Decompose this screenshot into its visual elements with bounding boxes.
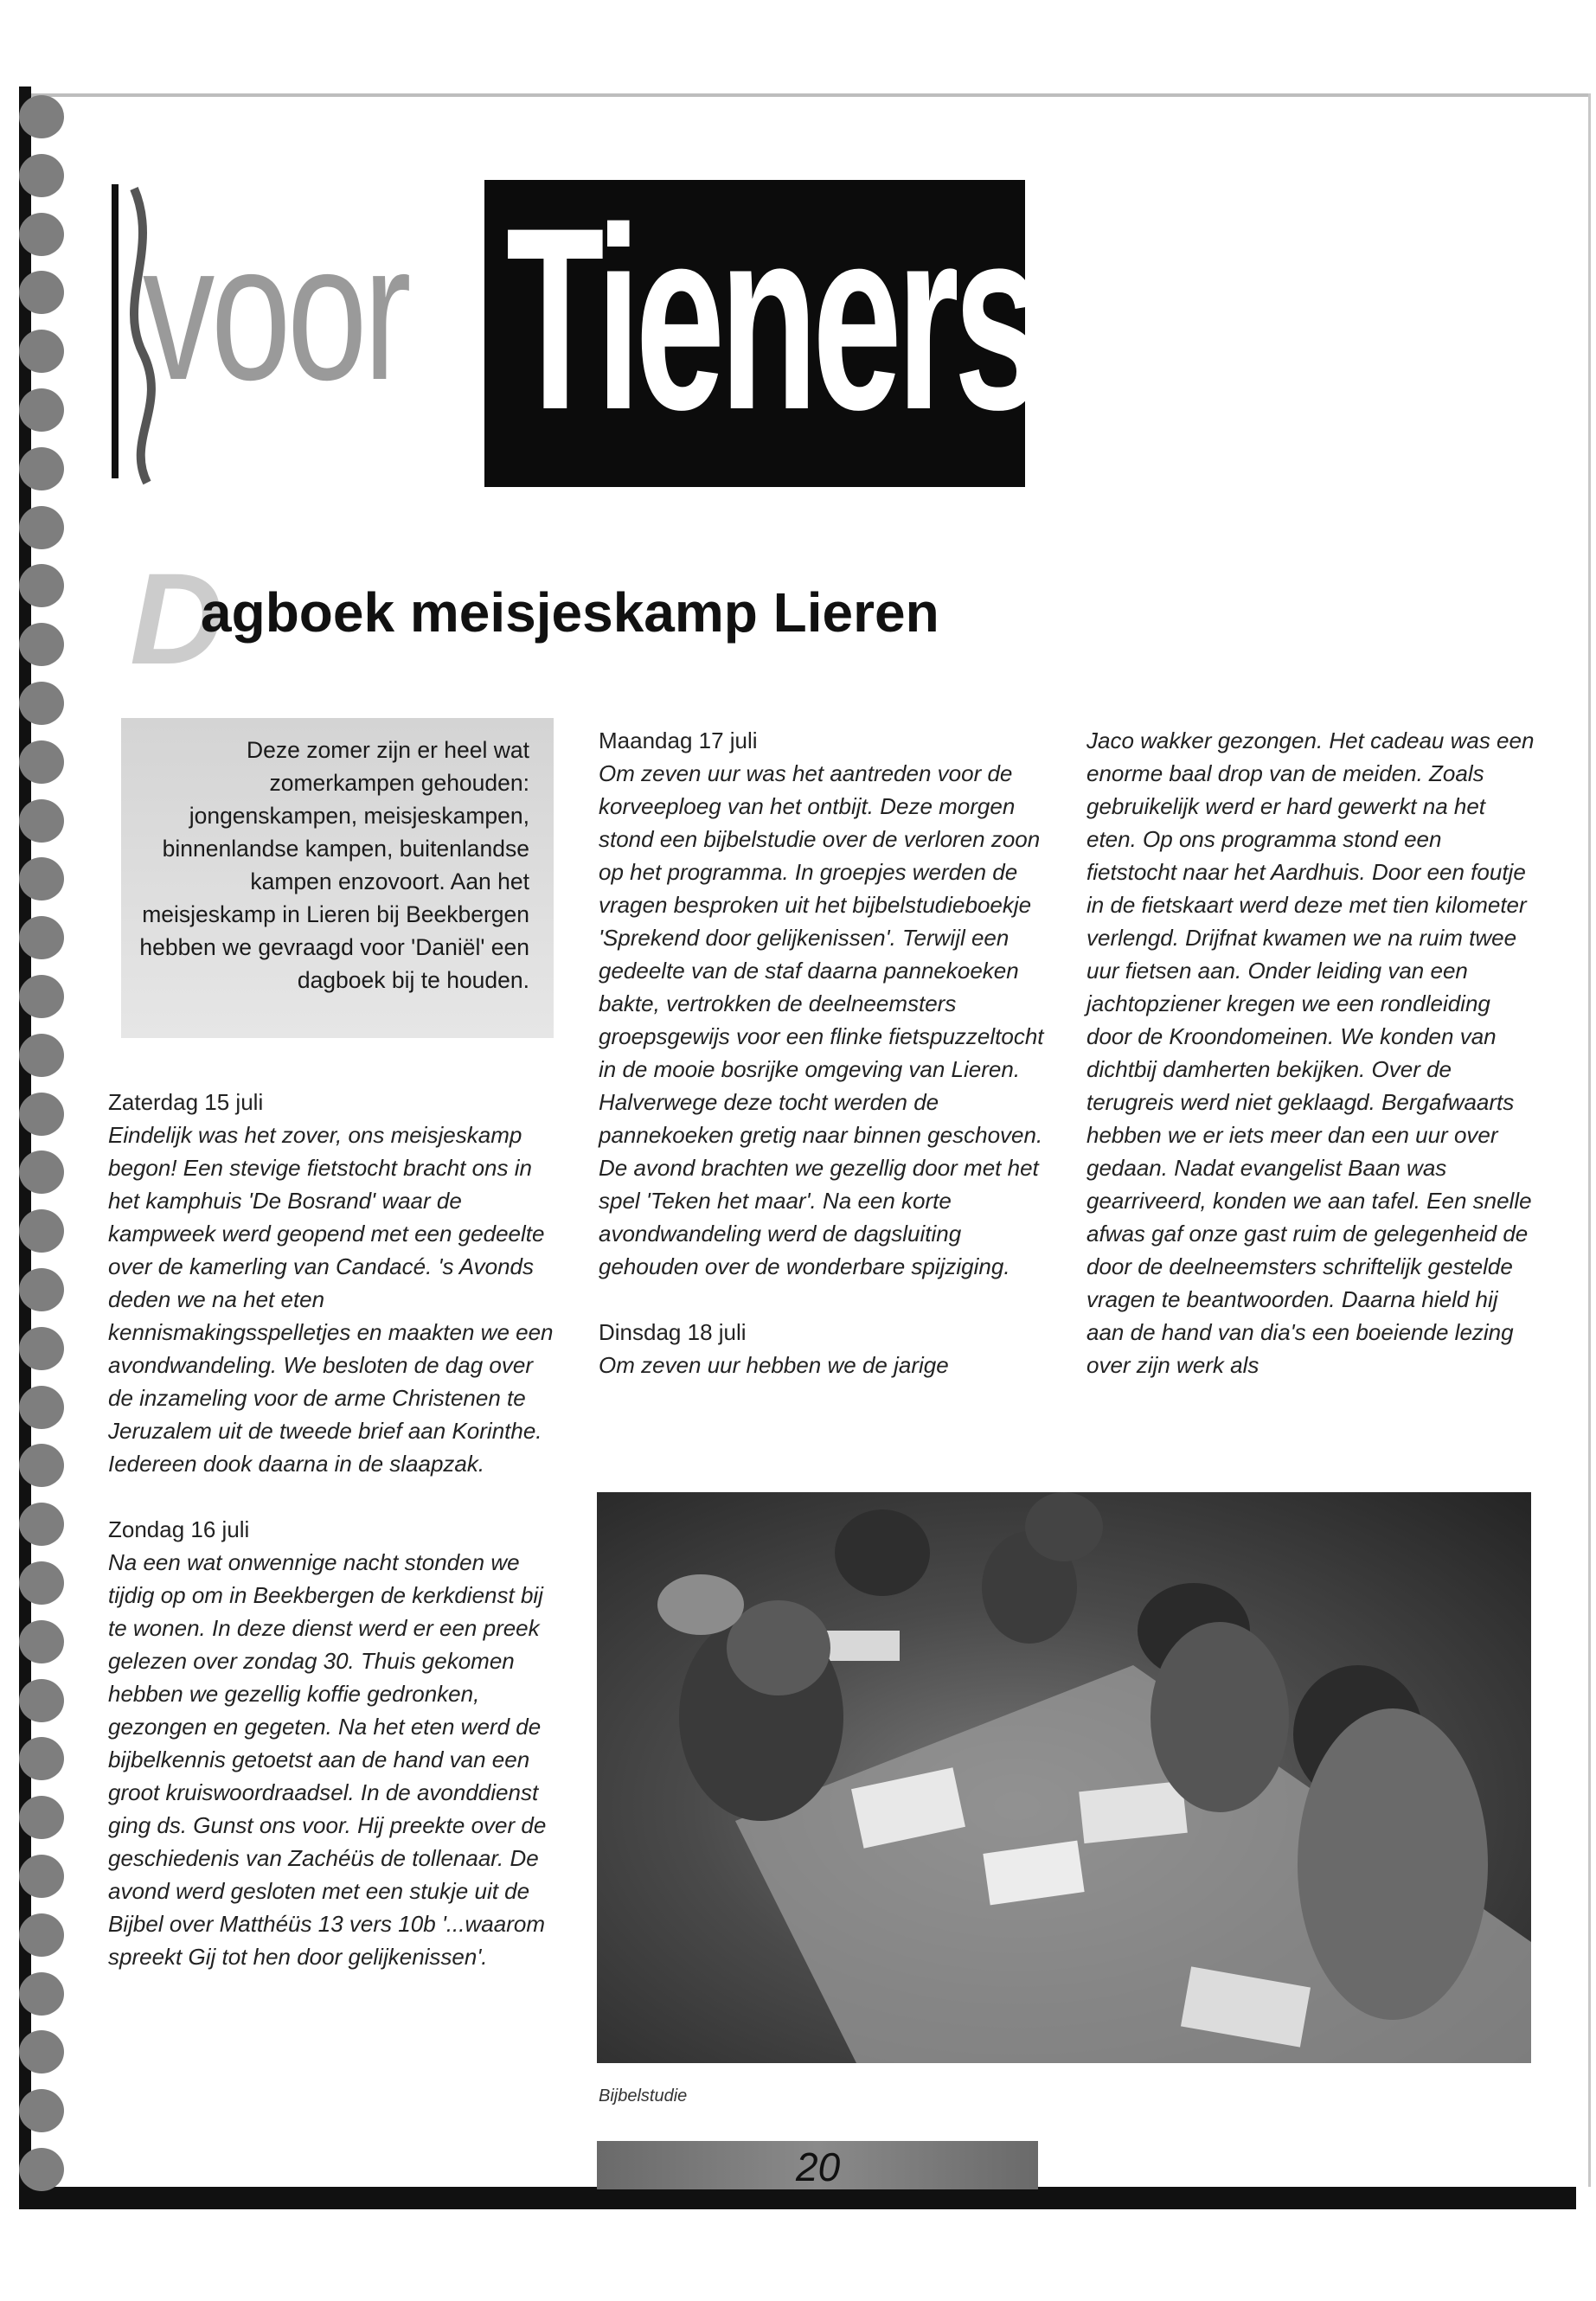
day-body-tuesday: Om zeven uur hebben we de jarige [599, 1352, 949, 1378]
binding-hole [19, 2030, 64, 2073]
headline-initial: D [130, 546, 224, 691]
masthead-word-tieners: Tieners [506, 173, 1038, 464]
binding-hole [19, 1386, 64, 1429]
binding-hole [19, 1268, 64, 1311]
scan-right-edge [1588, 93, 1591, 2187]
binding-hole [19, 213, 64, 256]
binding-hole [19, 1503, 64, 1546]
binding-hole [19, 682, 64, 725]
binding-hole [19, 564, 64, 607]
binding-hole [19, 1327, 64, 1370]
binding-hole [19, 1034, 64, 1077]
binding-hole [19, 330, 64, 373]
photo-illustration [597, 1492, 1531, 2063]
continued-text: Jaco wakker gezongen. Het cadeau was een enorme baal drop van de meiden. Zoals gebruikelijk werd er hard gewerkt na het eten. Op ons programma stond een fietstocht naar het Aardhuis. Door een foutje in de fietskaart werd deze met tien kilometer verlengd. Drijfnat kwamen we na ruim twee uur fietsen aan. Onder leiding van een jachtopziener kregen we een rondleiding door de Kroondomeinen. We konden van dichtbij damherten bekijken. Over de terugreis werd niet geklaagd. Bergafwaarts hebben we er iets meer dan een uur over gedaan. Nadat evangelist Baan was gearriveerd, konden we aan tafel. Een snelle afwas gaf onze gast ruim de gelegenheid de door de deelneemsters schriftelijk gestelde vragen te beantwoorden. Daarna hield hij aan de hand van dia's een boeiende lezing over zijn werk als [1086, 727, 1535, 1378]
binding-hole [19, 1855, 64, 1898]
binding-hole [19, 623, 64, 666]
binding-hole [19, 506, 64, 549]
binding-hole [19, 799, 64, 843]
day-title-saturday: Zaterdag 15 juli [108, 1089, 264, 1115]
binding-hole [19, 1972, 64, 2016]
day-title-sunday: Zondag 16 juli [108, 1516, 250, 1542]
binding-hole [19, 1093, 64, 1136]
binding-hole [19, 740, 64, 784]
binding-hole [19, 1796, 64, 1839]
text-column-1 [108, 1086, 558, 1973]
text-column-2 [599, 724, 1048, 1381]
photo-caption: Bijbelstudie [599, 2086, 688, 2106]
bible-study-photo [597, 1492, 1531, 2063]
binding-hole [19, 447, 64, 490]
binding-hole [19, 1913, 64, 1957]
binding-hole [19, 1561, 64, 1605]
binding-hole [19, 388, 64, 432]
masthead-word-voor: voor [143, 202, 408, 420]
day-body-saturday: Eindelijk was het zover, ons meisjeskamp begon! Een stevige fietstocht bracht ons in het kamphuis 'De Bosrand' waar de kampweek werd geopend met een gedeelte over de kamerling van Candacé. 's Avonds deden we na het eten kennismakingsspelletjes en maakten we een avondwandeling. We besloten de dag over de inzameling voor de arme Christenen te Jeruzalem uit de tweede brief aan Korinthe. Iedereen dook daarna in de slaapzak. [108, 1122, 554, 1477]
intro-text: Deze zomer zijn er heel wat zomerkampen gehouden: jongenskampen, meisjeskampen, binnenlandse kampen, buitenlandse kampen enzovoort. Aan het meisjeskamp in Lieren bij Beekbergen hebben we gevraagd voor 'Daniël' een dagboek bij te houden. [139, 737, 529, 993]
day-body-sunday: Na een wat onwennige nacht stonden we tijdig op om in Beekbergen de kerkdienst bij te wonen. In deze dienst werd er een preek gelezen over zondag 30. Thuis gekomen hebben we gezellig koffie gedronken, gezongen en gegeten. Na het eten werd de bijbelkennis getoetst aan de hand van een groot kruiswoordraadsel. In de avonddienst ging ds. Gunst ons voor. Hij preekte over de geschiedenis van Zachéüs de tollenaar. De avond werd gesloten met een stukje uit de Bijbel over Matthéüs 13 vers 10b '...waarom spreekt Gij tot hen door gelijkenissen'. [108, 1549, 547, 1970]
page-number: 20 [796, 2144, 841, 2189]
binding-hole [19, 154, 64, 197]
binding-hole [19, 916, 64, 959]
binding-hole [19, 271, 64, 314]
binding-hole [19, 1444, 64, 1487]
binding-hole [19, 1209, 64, 1253]
binding-hole [19, 2089, 64, 2132]
binding-hole [19, 1150, 64, 1194]
day-title-monday: Maandag 17 juli [599, 727, 758, 753]
binding-hole [19, 2148, 64, 2191]
binding-hole [19, 857, 64, 901]
day-body-monday: Om zeven uur was het aantreden voor de korveeploeg van het ontbijt. Deze morgen stond een bijbelstudie over de verloren zoon op het programma. In groepjes werden de vragen besproken uit het bijbelstudieboekje 'Sprekend door gelijkenissen'. Terwijl een gedeelte van de staf daarna pannekoeken bakte, vertrokken de deelneemsters groepsgewijs voor een flinke fietspuzzeltocht in de mooie bosrijke omgeving van Lieren. Halverwege deze tocht werden de pannekoeken gretig naar binnen geschoven. De avond brachten we gezellig door met het spel 'Teken het maar'. Na een korte avondwandeling werd de dagsluiting gehouden over de wonderbare spijziging. [599, 760, 1044, 1279]
scan-top-edge [31, 93, 1588, 97]
text-column-3 [1086, 724, 1536, 1381]
headline-text: agboek meisjeskamp Lieren [201, 581, 939, 644]
binding-hole [19, 975, 64, 1018]
binding-hole [19, 1620, 64, 1663]
intro-box [121, 718, 554, 1038]
binding-hole [19, 1737, 64, 1780]
day-title-tuesday: Dinsdag 18 juli [599, 1319, 747, 1345]
binding-hole [19, 95, 64, 138]
masthead-logo [108, 173, 1038, 487]
binding-hole [19, 1679, 64, 1722]
